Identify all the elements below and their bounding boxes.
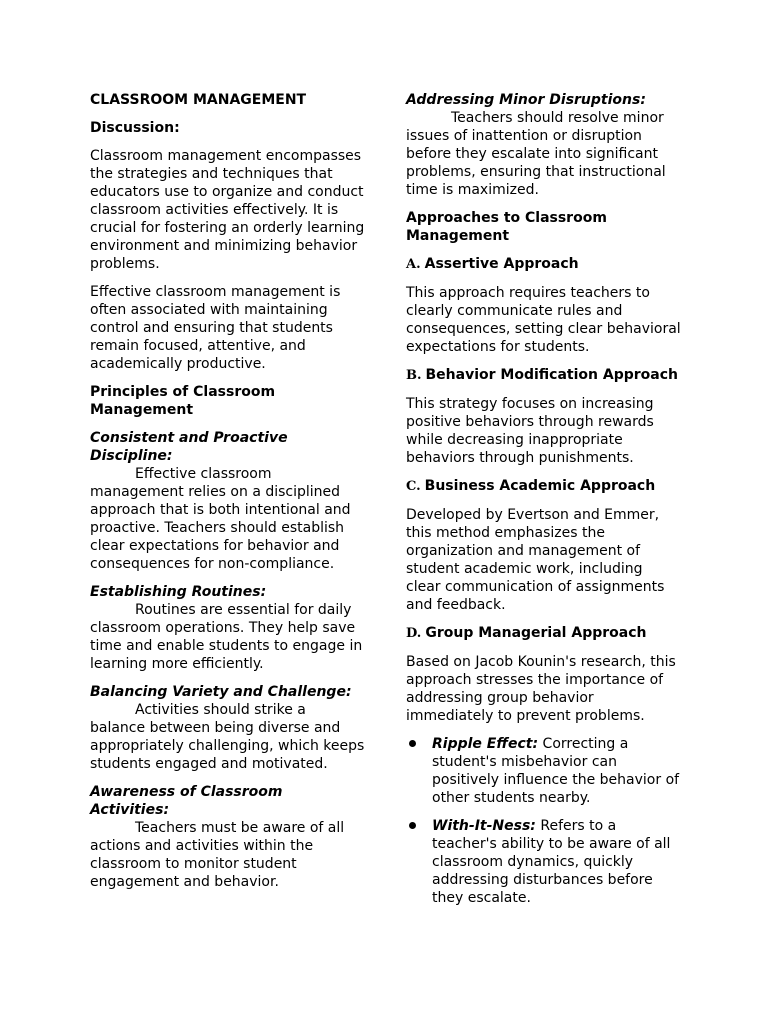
discussion-paragraph-2: Effective classroom management is often associated with maintaining control and ensuring that students remain focused, attentive, and academically productive. — [90, 284, 341, 372]
principle-title: Establishing Routines: — [90, 584, 267, 600]
discussion-heading: Discussion: — [90, 120, 180, 136]
approach-heading — [406, 255, 681, 274]
principle-text: Teachers must be aware of all actions and activities within the classroom to monitor student engagement and behavior. — [90, 820, 345, 890]
approach-heading — [406, 477, 681, 496]
approach-text: This approach requires teachers to clearly communicate rules and consequences, setting clear behavioral expectations for students. — [406, 285, 681, 355]
right-column — [406, 91, 681, 917]
approach-letter: B. — [406, 368, 422, 383]
principle-section — [90, 783, 365, 891]
bullet-term: Ripple Effect: — [432, 736, 539, 752]
document-title: CLASSROOM MANAGEMENT — [90, 92, 307, 108]
bullet-text: Correcting a student's misbehavior can positively influence the behavior of other students nearby. — [432, 736, 680, 806]
principles-heading: Principles of Classroom Management — [90, 384, 276, 418]
group-managerial-bullet-list — [406, 735, 681, 907]
principle-section — [90, 683, 365, 773]
principle-text: Effective classroom management relies on a disciplined approach that is both intentional and proactive. Teachers should establish clear expectations for behavior and consequences for non-compliance. — [90, 466, 351, 572]
approach-heading — [406, 624, 681, 643]
approach-title: Business Academic Approach — [424, 478, 656, 494]
approaches-heading: Approaches to Classroom Management — [406, 210, 607, 244]
principle-title: Consistent and Proactive Discipline: — [90, 430, 288, 464]
principle-title: Balancing Variety and Challenge: — [90, 684, 352, 700]
bullet-dot-icon — [409, 822, 416, 829]
principle-text: Activities should strike a balance between being diverse and appropriately challenging, which keeps students engaged and motivated. — [90, 702, 365, 772]
list-item — [406, 735, 681, 807]
approach-text: This strategy focuses on increasing positive behaviors through rewards while decreasing inappropriate behaviors through punishments. — [406, 396, 654, 466]
list-item — [406, 817, 681, 907]
principle-section — [90, 583, 365, 673]
principle-text: Routines are essential for daily classroom operations. They help save time and enable students to engage in learning more efficiently. — [90, 602, 363, 672]
bullet-term: With-It-Ness: — [432, 818, 536, 834]
approach-text: Based on Jacob Kounin's research, this approach stresses the importance of addressing group behavior immediately to prevent problems. — [406, 654, 676, 724]
approach-letter: C. — [406, 479, 421, 494]
principle-section — [90, 429, 365, 573]
approach-title: Group Managerial Approach — [425, 625, 647, 641]
minor-disruptions-text: Teachers should resolve minor issues of inattention or disruption before they escalate into significant problems, ensuring that instructional time is maximized. — [406, 110, 666, 198]
approach-title: Behavior Modification Approach — [425, 367, 678, 383]
approach-letter: A. — [406, 257, 421, 272]
minor-disruptions-section — [406, 91, 681, 199]
approach-heading — [406, 366, 681, 385]
approach-text: Developed by Evertson and Emmer, this method emphasizes the organization and management of student academic work, including clear communication of assignments and feedback. — [406, 507, 665, 613]
bullet-text: Refers to a teacher's ability to be aware of all classroom dynamics, quickly addressing disturbances before they escalate. — [432, 818, 671, 906]
minor-disruptions-title: Addressing Minor Disruptions: — [406, 92, 646, 108]
discussion-paragraph-1: Classroom management encompasses the strategies and techniques that educators use to organize and conduct classroom activities effectively. It is crucial for fostering an orderly learning environment and minimizing behavior problems. — [90, 148, 365, 272]
bullet-dot-icon — [409, 740, 416, 747]
left-column — [90, 91, 365, 901]
approach-title: Assertive Approach — [424, 256, 579, 272]
approach-letter: D. — [406, 626, 422, 641]
principle-title: Awareness of Classroom Activities: — [90, 784, 283, 818]
